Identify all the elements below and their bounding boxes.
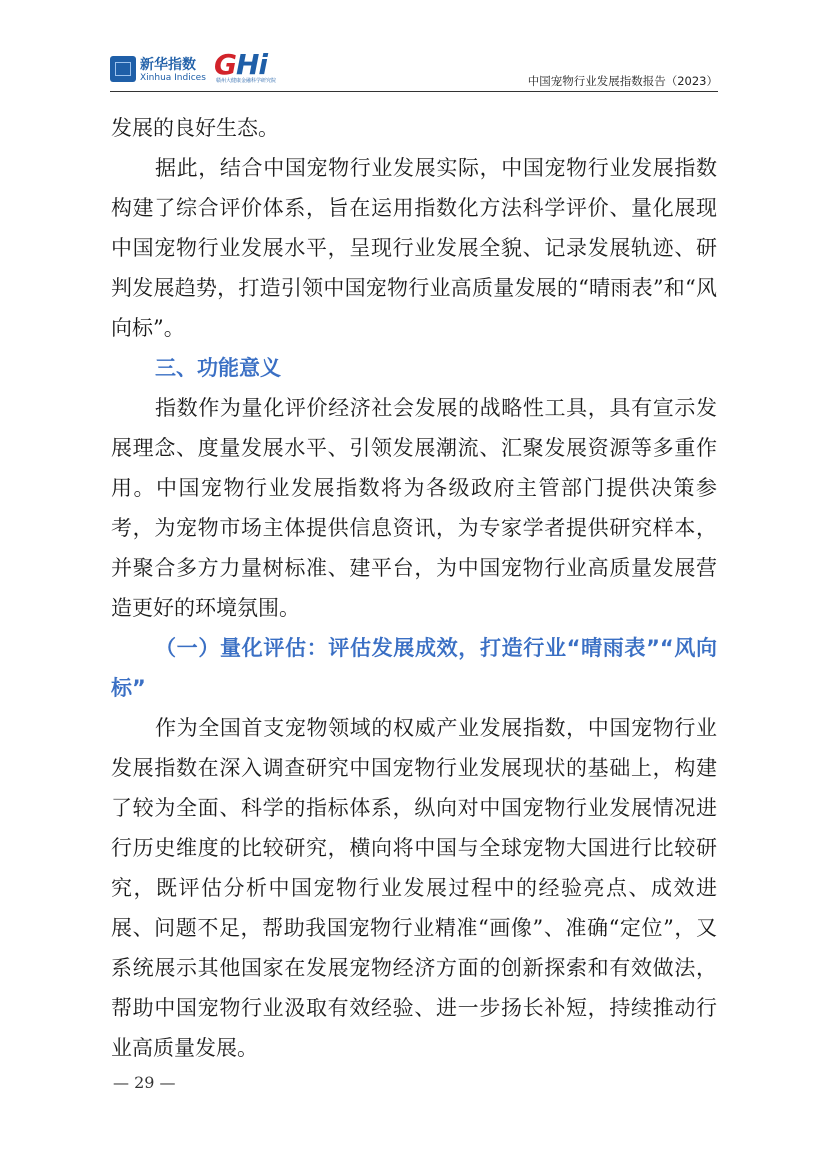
page-content xyxy=(111,108,717,1068)
ghi-logo-mark: GHi xyxy=(214,48,268,81)
subsection-heading: （一）量化评估：评估发展成效，打造行业“晴雨表”“风向标” xyxy=(111,636,717,700)
paragraph: 据此，结合中国宠物行业发展实际，中国宠物行业发展指数构建了综合评价体系，旨在运用指数化方法科学评价、量化展现中国宠物行业发展水平，呈现行业发展全貌、记录发展轨迹、研判发展趋势，打造引领中国宠物行业高质量发展的“晴雨表”和“风向标”。 xyxy=(111,156,717,340)
xinhua-indices-logo xyxy=(110,54,210,88)
report-title: 中国宠物行业发展指数报告（2023） xyxy=(527,74,718,88)
ghi-logo-subtitle: 赣州大健康金融科学研究院 xyxy=(216,78,277,84)
header-divider xyxy=(110,91,718,92)
xinhua-logo-icon xyxy=(110,56,136,82)
page-header xyxy=(110,48,718,92)
section-heading: 三、功能意义 xyxy=(155,356,281,380)
paragraph: 发展的良好生态。 xyxy=(111,116,279,140)
xinhua-logo-en: Xinhua Indices xyxy=(140,73,206,83)
page-number: — 29 — xyxy=(113,1073,176,1092)
ghi-logo xyxy=(214,48,310,88)
xinhua-logo-cn: 新华指数 xyxy=(140,57,196,73)
paragraph: 作为全国首支宠物领域的权威产业发展指数，中国宠物行业发展指数在深入调查研究中国宠物行业发展现状的基础上，构建了较为全面、科学的指标体系，纵向对中国宠物行业发展情况进行历史维度的比较研究，横向将中国与全球宠物大国进行比较研究，既评估分析中国宠物行业发展过程中的经验亮点、成效进展、问题不足，帮助我国宠物行业精准“画像”、准确“定位”，又系统展示其他国家在发展宠物经济方面的创新探索和有效做法，帮助中国宠物行业汲取有效经验、进一步扬长补短，持续推动行业高质量发展。 xyxy=(111,716,717,1060)
paragraph: 指数作为量化评价经济社会发展的战略性工具，具有宣示发展理念、度量发展水平、引领发展潮流、汇聚发展资源等多重作用。中国宠物行业发展指数将为各级政府主管部门提供决策参考，为宠物市场主体提供信息资讯，为专家学者提供研究样本，并聚合多方力量树标准、建平台，为中国宠物行业高质量发展营造更好的环境氛围。 xyxy=(111,396,717,620)
